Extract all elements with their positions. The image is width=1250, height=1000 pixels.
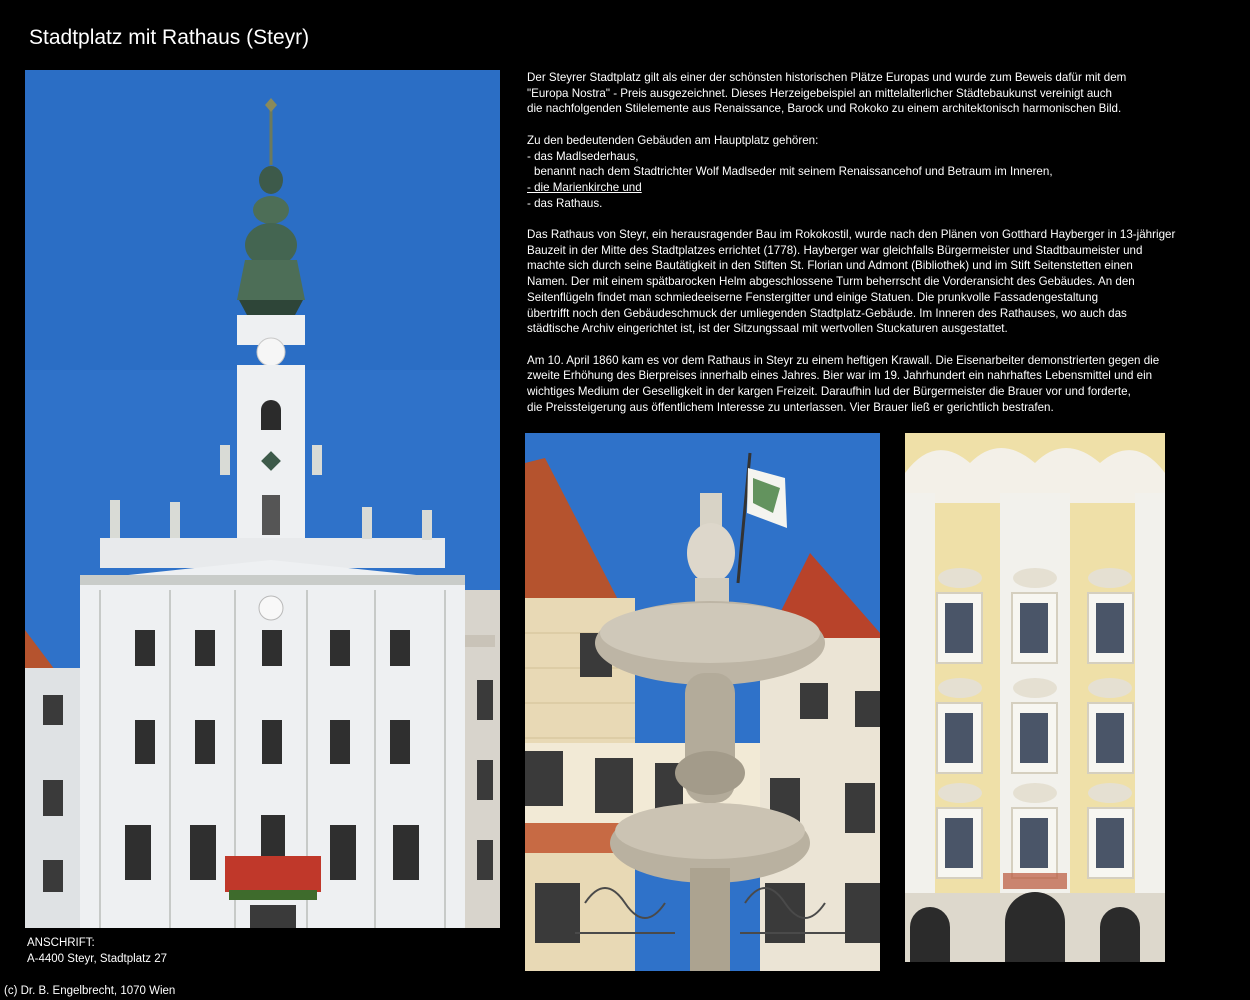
facade-detail-photo-illustration xyxy=(905,433,1165,962)
facade-detail-photo[interactable] xyxy=(905,433,1165,962)
marienkirche-link[interactable]: - die Marienkirche und xyxy=(527,180,642,194)
rathaus-line: Das Rathaus von Steyr, ein herausragender Bau im Rokokostil, wurde nach den Plänen von Gotthard Hayberger in 13-jähriger xyxy=(527,228,1176,241)
intro-line: Der Steyrer Stadtplatz gilt als einer der schönsten historischen Plätze Europas und wurde zum Beweis dafür mit dem xyxy=(527,71,1127,84)
rathaus-paragraph xyxy=(527,227,1227,337)
address-block xyxy=(27,935,167,967)
buildings-intro: Zu den bedeutenden Gebäuden am Hauptplatz gehören: xyxy=(527,133,819,147)
rathaus-photo-illustration xyxy=(25,70,500,928)
history-paragraph xyxy=(527,353,1227,416)
intro-line: "Europa Nostra" - Preis ausgezeichnet. Dieses Herzeigebeispiel an mittelalterlicher Städtebaukunst vereinigt auch xyxy=(527,86,1113,100)
description-text xyxy=(527,70,1227,431)
rathaus-line: städtische Archiv eingerichtet ist, ist der Sitzungssaal mit wertvollen Stuckaturen ausgestattet. xyxy=(527,322,1008,336)
history-line: wichtiges Medium der Geselligkeit in der kargen Freizeit. Daraufhin lud der Bürgermeister die Brauer vor und forderte, xyxy=(527,385,1131,399)
address-label: ANSCHRIFT: xyxy=(27,937,95,949)
rathaus-line: machte sich durch seine Bautätigkeit in den Stiften St. Florian und Admont (Bibliothek) und im Stift Seitenstetten einen xyxy=(527,259,1133,273)
building-item-rathaus: - das Rathaus. xyxy=(527,196,603,210)
building-item-madlsederhaus-detail: benannt nach dem Stadtrichter Wolf Madlseder mit seinem Renaissancehof und Betraum im Inneren, xyxy=(534,165,1053,179)
intro-line: die nachfolgenden Stilelemente aus Renaissance, Barock und Rokoko zu einem architektonisch harmonischen Bild. xyxy=(527,102,1122,116)
rathaus-line: Namen. Der mit einem spätbarocken Helm abgeschlossene Turm beherrscht die Vorderansicht des Gebäudes. An den xyxy=(527,275,1135,289)
history-line: Am 10. April 1860 kam es vor dem Rathaus in Steyr zu einem heftigen Krawall. Die Eisenarbeiter demonstrierten gegen die xyxy=(527,353,1160,367)
history-line: die Preissteigerung aus öffentlichem Interesse zu unterlassen. Vier Brauer ließ er gerichtlich bestrafen. xyxy=(527,400,1054,414)
building-item-madlsederhaus: - das Madlsederhaus, xyxy=(527,149,639,163)
copyright-notice: (c) Dr. B. Engelbrecht, 1070 Wien xyxy=(4,985,176,997)
buildings-paragraph xyxy=(527,133,1227,212)
address-value: A-4400 Steyr, Stadtplatz 27 xyxy=(27,953,168,965)
rathaus-line: übertrifft noch den Gebäudeschmuck der umliegenden Stadtplatz-Gebäude. Im Inneren des Rathauses, wo auch das xyxy=(527,306,1127,320)
fountain-photo-illustration xyxy=(525,433,880,971)
fountain-photo[interactable] xyxy=(525,433,880,971)
history-line: zweite Erhöhung des Bierpreises innerhalb eines Jahres. Bier war im 19. Jahrhundert ein nahrhaftes Lebensmittel und ein xyxy=(527,369,1153,383)
rathaus-photo[interactable] xyxy=(25,70,500,928)
page-title: Stadtplatz mit Rathaus (Steyr) xyxy=(29,26,310,49)
intro-paragraph xyxy=(527,70,1227,117)
rathaus-line: Seitenflügeln findet man schmiedeeiserne Fenstergitter und einige Statuen. Die prunkvolle Fassadengestaltung xyxy=(527,290,1099,304)
rathaus-line: Bauzeit in der Mitte des Stadtplatzes errichtet (1778). Hayberger war gleichfalls Bürgermeister und Stadtbaumeister und xyxy=(527,243,1143,257)
